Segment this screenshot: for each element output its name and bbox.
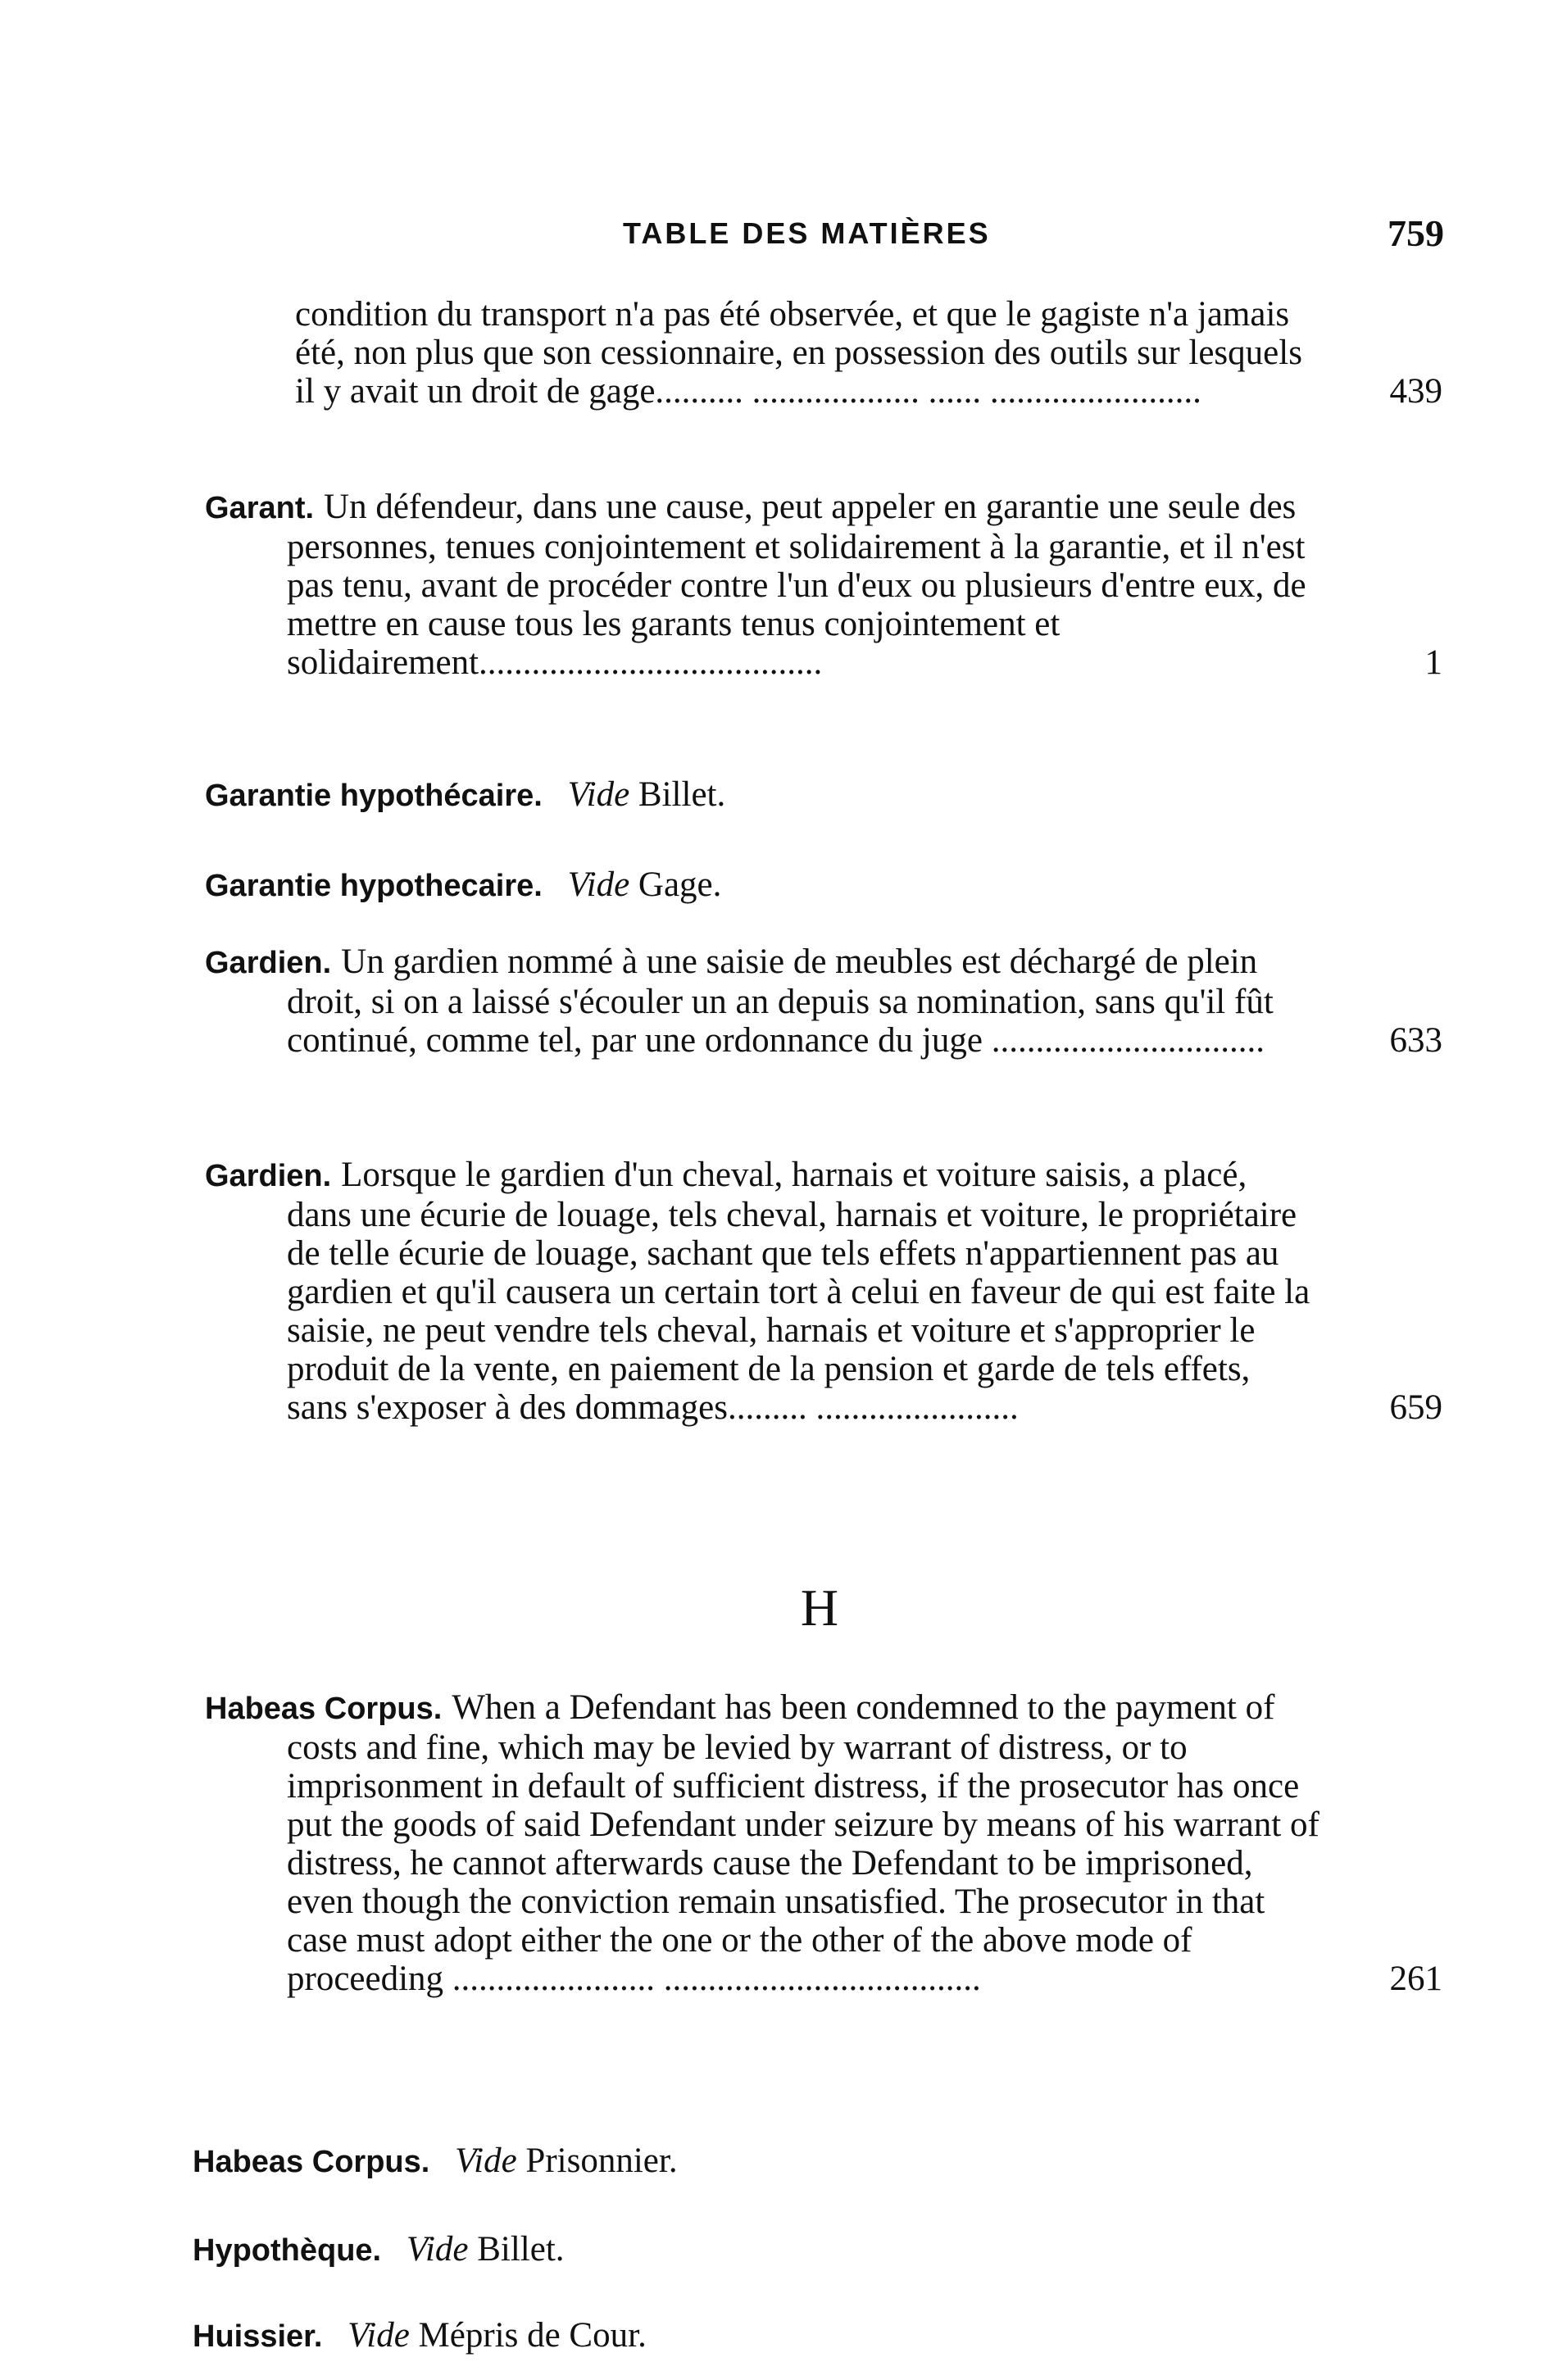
- cross-reference: [193, 2141, 678, 2182]
- entry-heading: Huissier.: [193, 2319, 323, 2354]
- entry-text: Un défendeur, dans une cause, peut appeler en garantie une seule des personnes, tenues conjointement et solidairement à la garantie, et il n'est pas tenu, avant de procéder contre l'un d'eux ou plusieurs d'entre eux, de mettre en cause tous les garants tenus conjointement et solidairement.......................................: [287, 488, 1306, 682]
- entry-heading: Garant.: [205, 491, 315, 525]
- vide-label: Vide: [455, 2142, 517, 2180]
- entry-heading: Garantie hypothécaire.: [205, 779, 543, 813]
- entry-heading: Gardien.: [205, 946, 332, 980]
- cross-reference-target: Prisonnier.: [525, 2142, 678, 2180]
- cross-reference-target: Mépris de Cour.: [418, 2316, 647, 2355]
- entry-text: condition du transport n'a pas été observée, et que le gagiste n'a jamais été, non plus que son cessionnaire, en possession des outils sur lesquels il y avait un droit de gage.......... ................... ...... ........................: [295, 295, 1302, 411]
- entry-heading: Garantie hypothecaire.: [205, 869, 543, 903]
- index-entry: [205, 1688, 1442, 1998]
- entry-text: When a Defendant has been condemned to the payment of costs and fine, which may be levied by warrant of distress, or to imprisonment in default of sufficient distress, if the prosecutor has once put the goods of said Defendant under seizure by means of his warrant of distress, he cannot afterwards cause the Defendant to be imprisoned, even though the conviction remain unsatisfied. The prosecutor in that case must adopt either the one or the other of the above mode of proceeding ....................... ....................................: [287, 1688, 1319, 1998]
- entry-heading: Hypothèque.: [193, 2233, 382, 2268]
- page-reference: 633: [1389, 1021, 1442, 1060]
- cross-reference: [193, 2229, 565, 2271]
- index-entry: [205, 295, 1442, 411]
- index-entry: [205, 1156, 1442, 1427]
- vide-label: Vide: [406, 2230, 469, 2269]
- entry-text: Un gardien nommé à une saisie de meubles est déchargé de plein droit, si on a laissé s'écouler un an depuis sa nomination, sans qu'il fût continué, comme tel, par une ordonnance du juge ...............................: [287, 942, 1274, 1060]
- index-entry: [205, 488, 1442, 682]
- cross-reference: [205, 865, 721, 906]
- vide-label: Vide: [567, 775, 630, 814]
- cross-reference: [205, 774, 725, 816]
- section-letter: H: [800, 1578, 839, 1637]
- entry-heading: Habeas Corpus.: [193, 2145, 430, 2179]
- entry-heading: Gardien.: [205, 1159, 332, 1193]
- index-entry: [205, 942, 1442, 1060]
- cross-reference-target: Gage.: [638, 865, 722, 904]
- page-reference: 659: [1389, 1388, 1442, 1427]
- entry-heading: Habeas Corpus.: [205, 1692, 443, 1726]
- running-head: [0, 211, 1567, 261]
- vide-label: Vide: [567, 865, 630, 904]
- cross-reference-target: Billet.: [477, 2230, 565, 2269]
- cross-reference-target: Billet.: [638, 775, 726, 814]
- vide-label: Vide: [347, 2316, 410, 2355]
- cross-reference: [193, 2315, 647, 2357]
- entry-text: Lorsque le gardien d'un cheval, harnais et voiture saisis, a placé, dans une écurie de louage, tels cheval, harnais et voiture, le propriétaire de telle écurie de louage, sachant que tels effets n'appartiennent pas au gardien et qu'il causera un certain tort à celui en faveur de qui est faite la saisie, ne peut vendre tels cheval, harnais et voiture et s'approprier le produit de la vente, en paiement de la pension et garde de tels effets, sans s'exposer à des dommages......... .......................: [287, 1156, 1310, 1427]
- page-number: 759: [1388, 212, 1444, 254]
- running-title: TABLE DES MATIÈRES: [623, 216, 991, 250]
- page-reference: 439: [1389, 372, 1442, 411]
- page-reference: 1: [1424, 643, 1442, 682]
- page-reference: 261: [1389, 1960, 1442, 1998]
